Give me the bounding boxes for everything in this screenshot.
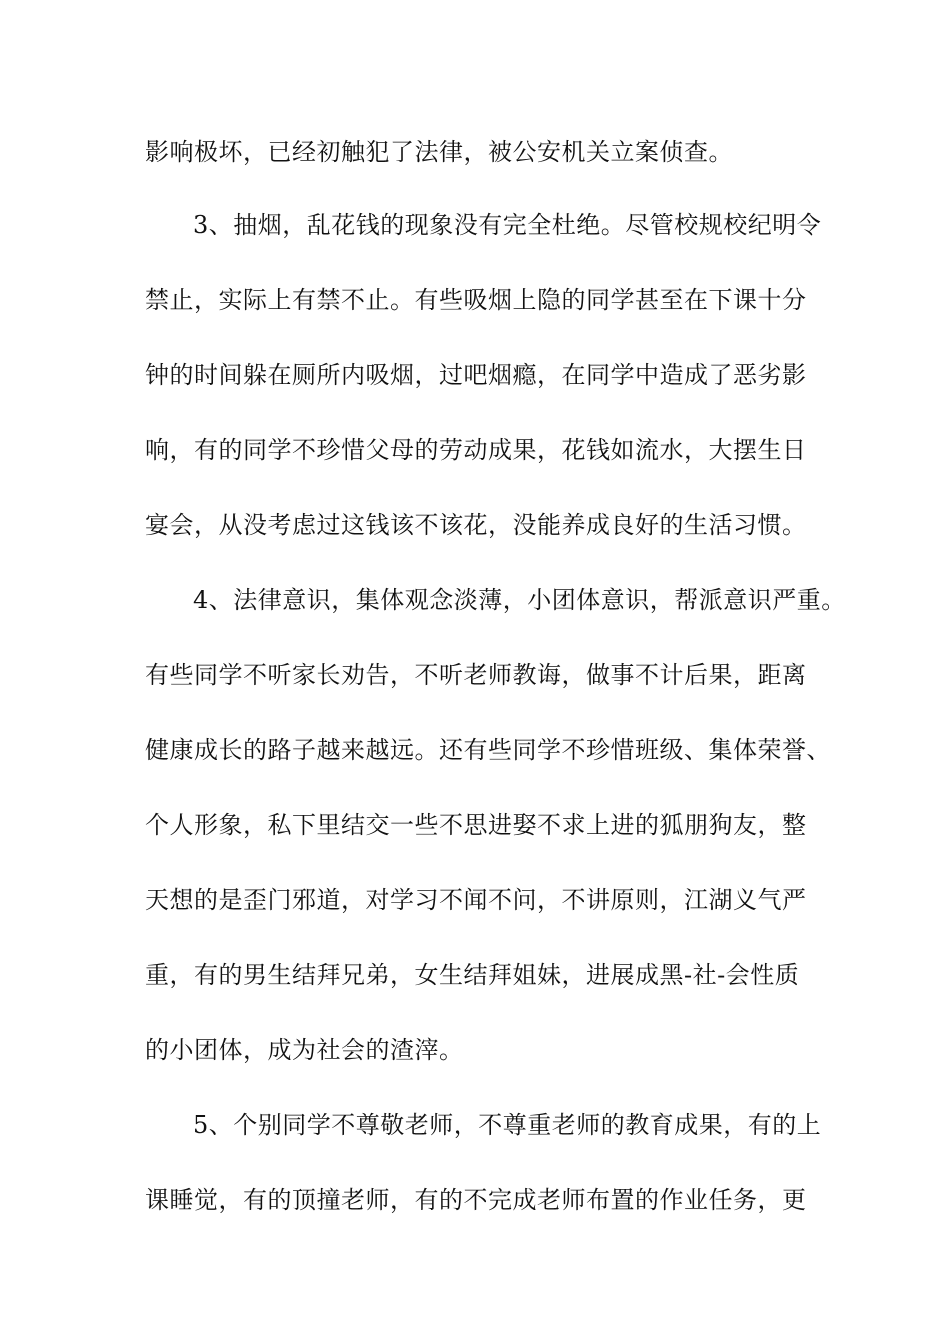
paragraph-start-line: 3、抽烟，乱花钱的现象没有完全杜绝。尽管校规校纪明令 <box>193 211 822 239</box>
text-line: 的小团体，成为社会的渣滓。 <box>145 1036 464 1064</box>
text-line: 响，有的同学不珍惜父母的劳动成果，花钱如流水，大摆生日 <box>145 436 807 464</box>
text-line: 有些同学不听家长劝告，不听老师教诲，做事不计后果，距离 <box>145 661 807 689</box>
text-line: 影响极坏，已经初触犯了法律，被公安机关立案侦查。 <box>145 138 733 166</box>
text-line: 重，有的男生结拜兄弟，女生结拜姐妹，进展成黑-社-会性质 <box>145 961 800 989</box>
paragraph-start-line: 4、法律意识，集体观念淡薄，小团体意识，帮派意识严重。 <box>193 586 846 614</box>
text-line: 课睡觉，有的顶撞老师，有的不完成老师布置的作业任务，更 <box>145 1186 807 1214</box>
text-line: 天想的是歪门邪道，对学习不闻不问，不讲原则，江湖义气严 <box>145 886 807 914</box>
text-line: 个人形象，私下里结交一些不思进娶不求上进的狐朋狗友，整 <box>145 811 807 839</box>
paragraph-start-line: 5、个别同学不尊敬老师，不尊重老师的教育成果，有的上 <box>193 1111 822 1139</box>
text-line: 禁止，实际上有禁不止。有些吸烟上隐的同学甚至在下课十分 <box>145 286 807 314</box>
text-line: 钟的时间躲在厕所内吸烟，过吧烟瘾，在同学中造成了恶劣影 <box>145 361 807 389</box>
text-line: 宴会，从没考虑过这钱该不该花，没能养成良好的生活习惯。 <box>145 511 807 539</box>
text-line: 健康成长的路子越来越远。还有些同学不珍惜班级、集体荣誉、 <box>145 736 831 764</box>
